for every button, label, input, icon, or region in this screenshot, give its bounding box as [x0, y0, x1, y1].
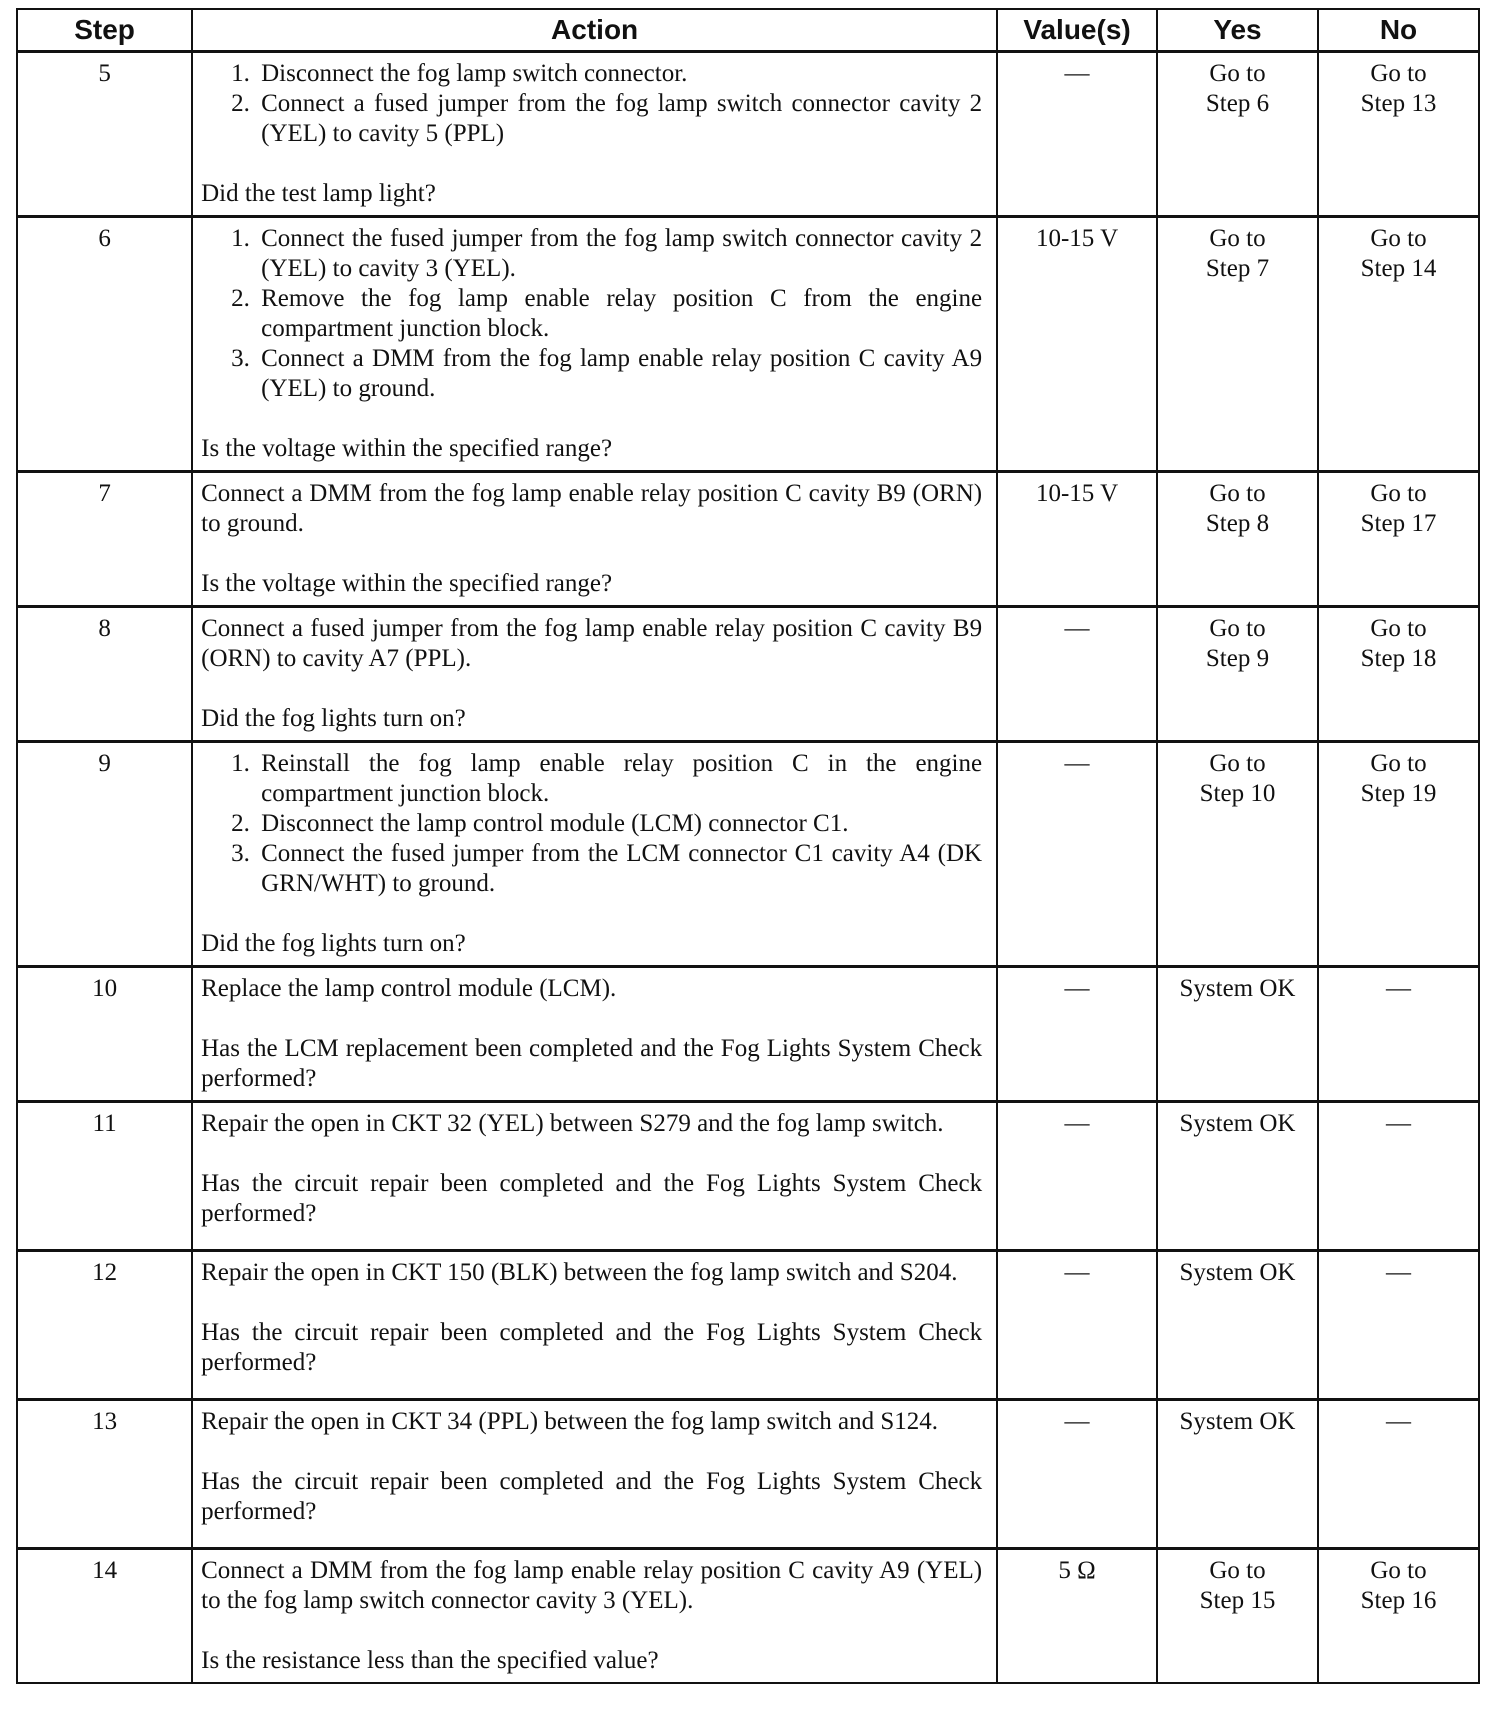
- table-row: [17, 217, 1479, 472]
- table-row: [17, 52, 1479, 217]
- value-cell: —: [997, 742, 1157, 967]
- step-cell: 12: [17, 1251, 192, 1400]
- step-cell: 10: [17, 967, 192, 1102]
- item-text: Connect a fused jumper from the fog lamp switch connector cavity 2 (YEL) to cavity 5 (PPL): [261, 90, 983, 147]
- no-cell: [1318, 217, 1479, 472]
- goto-label: Go to: [1370, 1557, 1427, 1584]
- no-cell: [1318, 1549, 1479, 1684]
- no-cell: —: [1318, 1400, 1479, 1549]
- goto-step: Step 10: [1199, 780, 1276, 807]
- action-cell: [192, 742, 997, 967]
- action-step-item: [231, 224, 982, 284]
- action-text: Repair the open in CKT 32 (YEL) between S279 and the fog lamp switch.: [201, 1110, 944, 1137]
- table-row: [17, 1251, 1479, 1400]
- action-question: Did the fog lights turn on?: [201, 705, 466, 732]
- action-step-item: [231, 59, 982, 89]
- step-cell: 14: [17, 1549, 192, 1684]
- action-cell: [192, 1400, 997, 1549]
- action-cell: [192, 1549, 997, 1684]
- no-cell: [1318, 52, 1479, 217]
- step-cell: 7: [17, 472, 192, 607]
- action-step-item: [231, 839, 982, 899]
- value-cell: —: [997, 1102, 1157, 1251]
- action-question: Has the circuit repair been completed and the Fog Lights System Check performed?: [201, 1319, 983, 1376]
- action-question: Has the circuit repair been completed and the Fog Lights System Check performed?: [201, 1170, 983, 1227]
- header-yes: Yes: [1157, 9, 1318, 52]
- goto-step: Step 14: [1360, 255, 1437, 282]
- goto-step: Step 17: [1360, 510, 1437, 537]
- yes-cell: [1157, 217, 1318, 472]
- action-question: Is the voltage within the specified range?: [201, 435, 613, 462]
- goto-step: Step 6: [1205, 90, 1270, 117]
- action-text: Replace the lamp control module (LCM).: [201, 975, 617, 1002]
- table-row: [17, 1400, 1479, 1549]
- step-cell: 6: [17, 217, 192, 472]
- item-text: Connect the fused jumper from the fog lamp switch connector cavity 2 (YEL) to cavity 3 (YEL).: [261, 225, 983, 282]
- action-question: Has the circuit repair been completed and the Fog Lights System Check performed?: [201, 1468, 983, 1525]
- diagnostic-table: [16, 8, 1480, 1684]
- action-steps-list: [201, 59, 982, 149]
- item-number: 2.: [231, 90, 250, 117]
- no-cell: —: [1318, 1102, 1479, 1251]
- goto-label: Go to: [1370, 225, 1427, 252]
- action-step-item: [231, 284, 982, 344]
- item-text: Disconnect the lamp control module (LCM) connector C1.: [261, 810, 849, 837]
- value-cell: —: [997, 607, 1157, 742]
- table-row: [17, 607, 1479, 742]
- goto-label: Go to: [1209, 615, 1266, 642]
- action-steps-list: [201, 749, 982, 899]
- goto-step: Step 18: [1360, 645, 1437, 672]
- step-cell: 5: [17, 52, 192, 217]
- value-cell: 10-15 V: [997, 217, 1157, 472]
- no-cell: —: [1318, 967, 1479, 1102]
- item-text: Connect the fused jumper from the LCM connector C1 cavity A4 (DK GRN/WHT) to ground.: [261, 840, 983, 897]
- table-row: [17, 1549, 1479, 1684]
- value-cell: 5 Ω: [997, 1549, 1157, 1684]
- action-step-item: [231, 89, 982, 149]
- no-cell: [1318, 607, 1479, 742]
- item-number: 2.: [231, 810, 250, 837]
- yes-cell: System OK: [1157, 1251, 1318, 1400]
- goto-step: Step 19: [1360, 780, 1437, 807]
- goto-label: Go to: [1209, 1557, 1266, 1584]
- action-cell: [192, 52, 997, 217]
- goto-step: Step 16: [1360, 1587, 1437, 1614]
- yes-cell: [1157, 1549, 1318, 1684]
- goto-label: Go to: [1370, 60, 1427, 87]
- yes-cell: System OK: [1157, 1400, 1318, 1549]
- action-text: Repair the open in CKT 150 (BLK) between the fog lamp switch and S204.: [201, 1259, 958, 1286]
- yes-cell: [1157, 607, 1318, 742]
- action-question: Has the LCM replacement been completed and the Fog Lights System Check performed?: [201, 1035, 983, 1092]
- item-number: 3.: [231, 345, 250, 372]
- item-text: Disconnect the fog lamp switch connector.: [261, 60, 688, 87]
- table-row: [17, 967, 1479, 1102]
- no-cell: [1318, 472, 1479, 607]
- item-text: Reinstall the fog lamp enable relay position C in the engine compartment junction block.: [261, 750, 983, 807]
- step-cell: 9: [17, 742, 192, 967]
- table-row: [17, 742, 1479, 967]
- header-no: No: [1318, 9, 1479, 52]
- action-cell: [192, 217, 997, 472]
- goto-label: Go to: [1370, 615, 1427, 642]
- goto-label: Go to: [1209, 480, 1266, 507]
- goto-label: Go to: [1209, 750, 1266, 777]
- action-cell: [192, 1102, 997, 1251]
- header-action: Action: [192, 9, 997, 52]
- action-question: Did the fog lights turn on?: [201, 930, 466, 957]
- item-number: 1.: [231, 750, 250, 777]
- goto-label: Go to: [1209, 225, 1266, 252]
- action-text: Connect a DMM from the fog lamp enable relay position C cavity A9 (YEL) to the fog lamp switch connector cavity 3 (YEL).: [201, 1557, 983, 1614]
- action-text: Repair the open in CKT 34 (PPL) between the fog lamp switch and S124.: [201, 1408, 939, 1435]
- action-step-item: [231, 749, 982, 809]
- table-row: [17, 472, 1479, 607]
- value-cell: —: [997, 52, 1157, 217]
- goto-step: Step 13: [1360, 90, 1437, 117]
- action-question: Is the voltage within the specified range?: [201, 570, 613, 597]
- yes-cell: [1157, 472, 1318, 607]
- value-cell: —: [997, 967, 1157, 1102]
- header-step: Step: [17, 9, 192, 52]
- value-cell: —: [997, 1251, 1157, 1400]
- action-question: Is the resistance less than the specified value?: [201, 1647, 659, 1674]
- action-steps-list: [201, 224, 982, 404]
- goto-label: Go to: [1209, 60, 1266, 87]
- action-cell: [192, 1251, 997, 1400]
- table-row: [17, 1102, 1479, 1251]
- item-number: 1.: [231, 60, 250, 87]
- action-question: Did the test lamp light?: [201, 180, 436, 207]
- step-cell: 8: [17, 607, 192, 742]
- header-row: [17, 9, 1479, 52]
- action-cell: [192, 607, 997, 742]
- yes-cell: [1157, 742, 1318, 967]
- action-text: Connect a fused jumper from the fog lamp enable relay position C cavity B9 (ORN) to cavity A7 (PPL).: [201, 615, 983, 672]
- yes-cell: System OK: [1157, 1102, 1318, 1251]
- action-cell: [192, 472, 997, 607]
- goto-step: Step 8: [1205, 510, 1270, 537]
- value-cell: 10-15 V: [997, 472, 1157, 607]
- goto-step: Step 15: [1199, 1587, 1276, 1614]
- goto-label: Go to: [1370, 480, 1427, 507]
- header-values: Value(s): [997, 9, 1157, 52]
- goto-step: Step 9: [1205, 645, 1270, 672]
- action-cell: [192, 967, 997, 1102]
- step-cell: 13: [17, 1400, 192, 1549]
- goto-step: Step 7: [1205, 255, 1270, 282]
- item-number: 2.: [231, 285, 250, 312]
- no-cell: —: [1318, 1251, 1479, 1400]
- no-cell: [1318, 742, 1479, 967]
- goto-label: Go to: [1370, 750, 1427, 777]
- value-cell: —: [997, 1400, 1157, 1549]
- item-number: 3.: [231, 840, 250, 867]
- item-text: Remove the fog lamp enable relay position C from the engine compartment junction block.: [261, 285, 983, 342]
- yes-cell: System OK: [1157, 967, 1318, 1102]
- item-text: Connect a DMM from the fog lamp enable relay position C cavity A9 (YEL) to ground.: [261, 345, 983, 402]
- action-step-item: [231, 809, 982, 839]
- step-cell: 11: [17, 1102, 192, 1251]
- yes-cell: [1157, 52, 1318, 217]
- action-text: Connect a DMM from the fog lamp enable relay position C cavity B9 (ORN) to ground.: [201, 480, 983, 537]
- table-body: [17, 52, 1479, 1684]
- action-step-item: [231, 344, 982, 404]
- item-number: 1.: [231, 225, 250, 252]
